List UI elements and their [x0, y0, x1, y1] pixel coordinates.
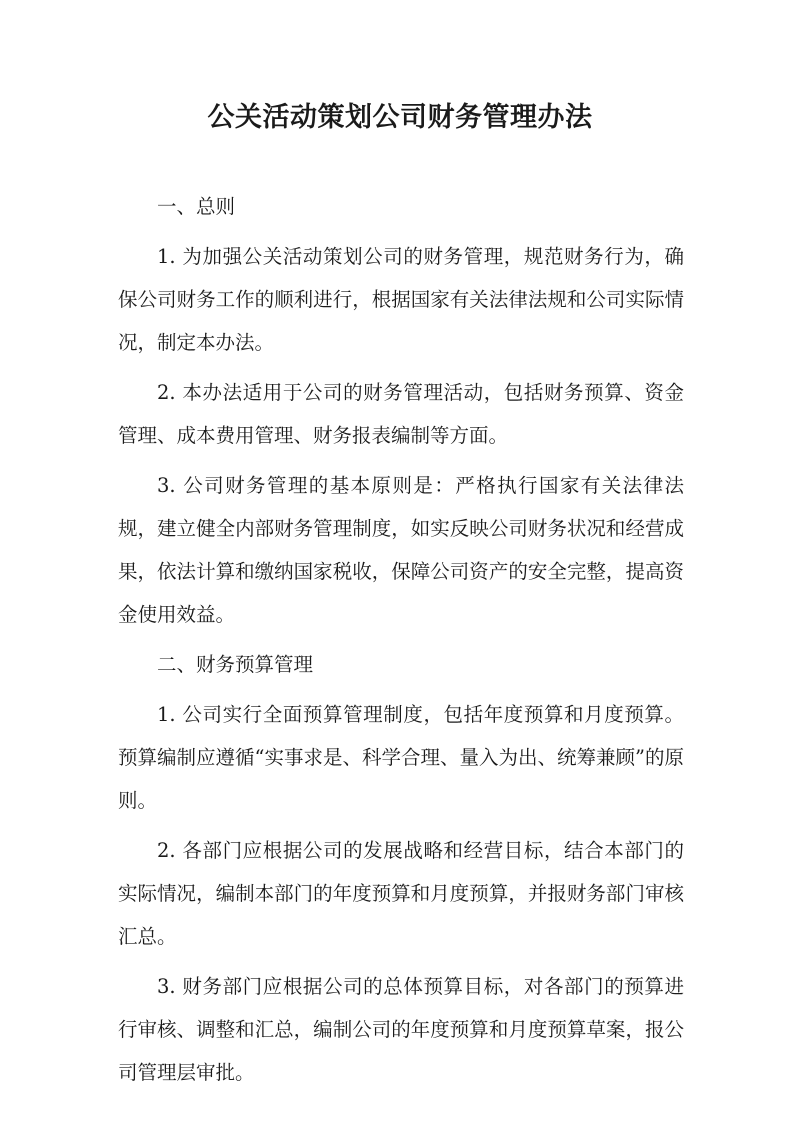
- paragraph-general-3: 3. 公司财务管理的基本原则是：严格执行国家有关法律法规，建立健全内部财务管理制度，如实反映公司财务状况和经营成果，依法计算和缴纳国家税收，保障公司资产的安全完整，提高资金使用效益。: [118, 474, 684, 626]
- paragraph-general-1: 1. 为加强公关活动策划公司的财务管理，规范财务行为，确保公司财务工作的顺利进行，根据国家有关法律法规和公司实际情况，制定本办法。: [118, 245, 684, 354]
- document-body: [118, 185, 684, 1101]
- paragraph-budget-2: 2. 各部门应根据公司的发展战略和经营目标，结合本部门的实际情况，编制本部门的年度预算和月度预算，并报财务部门审核汇总。: [118, 839, 684, 948]
- document-title: 公关活动策划公司财务管理办法: [207, 102, 593, 133]
- section-heading-general: 一、总则: [157, 195, 236, 218]
- section-heading-budget: 二、财务预算管理: [157, 653, 314, 676]
- paragraph-budget-1: 1. 公司实行全面预算管理制度，包括年度预算和月度预算。预算编制应遵循“实事求是、科学合理、量入为出、统筹兼顾”的原则。: [118, 703, 684, 812]
- paragraph-general-2: 2. 本办法适用于公司的财务管理活动，包括财务预算、资金管理、成本费用管理、财务报表编制等方面。: [118, 381, 684, 447]
- paragraph-budget-3: 3. 财务部门应根据公司的总体预算目标，对各部门的预算进行审核、调整和汇总，编制公司的年度预算和月度预算草案，报公司管理层审批。: [118, 975, 684, 1084]
